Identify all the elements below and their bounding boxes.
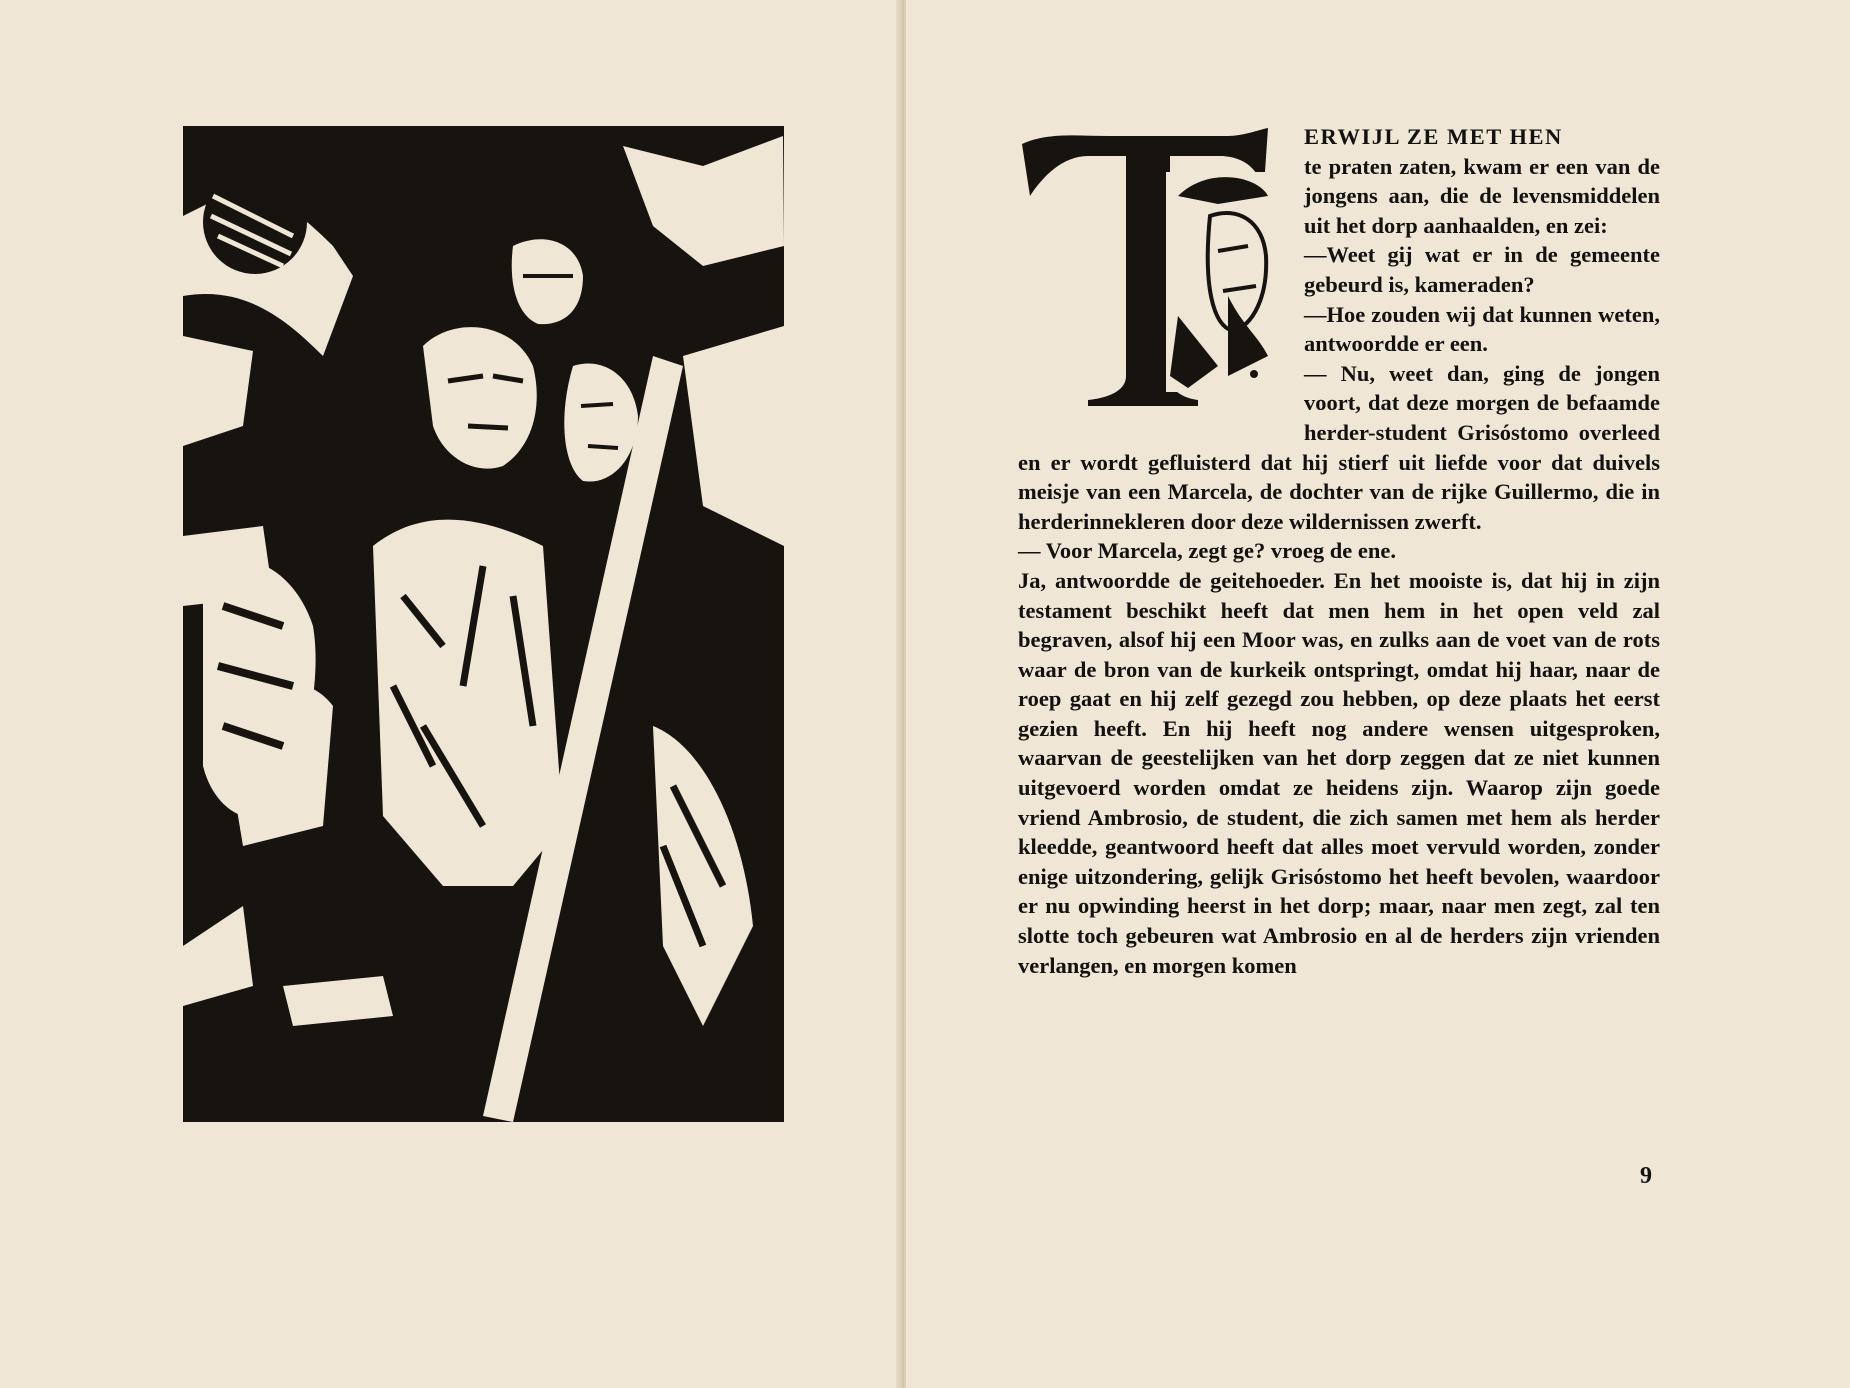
paragraph-3: —Hoe zouden wij dat kunnen weten, antwoordde er een. xyxy=(1304,301,1660,357)
paragraph-6: Ja, antwoordde de geitehoeder. En het mooiste is, dat hij in zijn testament beschikt heeft dat men hem in het open veld zal begraven, alsof hij een Moor was, en zulks aan de voet van de rots waar de bron van de kurkeik ontspringt, omdat hij haar, naar de roep gaat en hij zelf gezegd zou hebben, op deze plaats het eerst gezien heeft. En hij heeft nog andere wensen uitgesproken, waarvan de geestelijken van het dorp zeggen dat ze niet kunnen uitgevoerd worden omdat ze heidens zijn. Waarop zijn goede vriend Ambrosio, de student, die zich samen met hem als herder kleedde, geantwoord heeft dat alles moet vervuld worden, zonder enige uitzondering, gelijk Grisóstomo het heeft bevolen, waardoor er nu opwinding heerst in het dorp; maar, naar men zegt, zal ten slotte toch gebeuren wat Ambrosio en al de herders zijn vrienden verlangen, en morgen komen xyxy=(1018,567,1660,978)
drop-cap-space xyxy=(1018,122,1304,418)
paragraph-2: —Weet gij wat er in de gemeente gebeurd is, kameraden? xyxy=(1304,242,1660,297)
lead-in-line: ERWIJL ZE MET HEN xyxy=(1304,124,1563,149)
woodcut-illustration xyxy=(183,126,784,1122)
paragraph-1: te praten zaten, kwam er een van de jongens aan, die de levensmiddelen uit het dorp aanhaalden, en zei: xyxy=(1304,153,1660,238)
page-number: 9 xyxy=(1640,1163,1652,1189)
left-page xyxy=(0,0,902,1388)
paragraph-4: — Nu, weet dan, ging de jongen voort, dat deze morgen de befaamde herder-student Grisóstomo overleed en er wordt gefluisterd dat hij stierf uit liefde voor dat duivels meisje van een Marcela, de dochter van de rijke Guillermo, die in herderinnekleren door deze wildernissen zwerft. xyxy=(1018,360,1660,534)
body-text xyxy=(1018,122,1660,980)
paragraph-5: — Voor Marcela, zegt ge? vroeg de ene. xyxy=(1018,538,1397,564)
